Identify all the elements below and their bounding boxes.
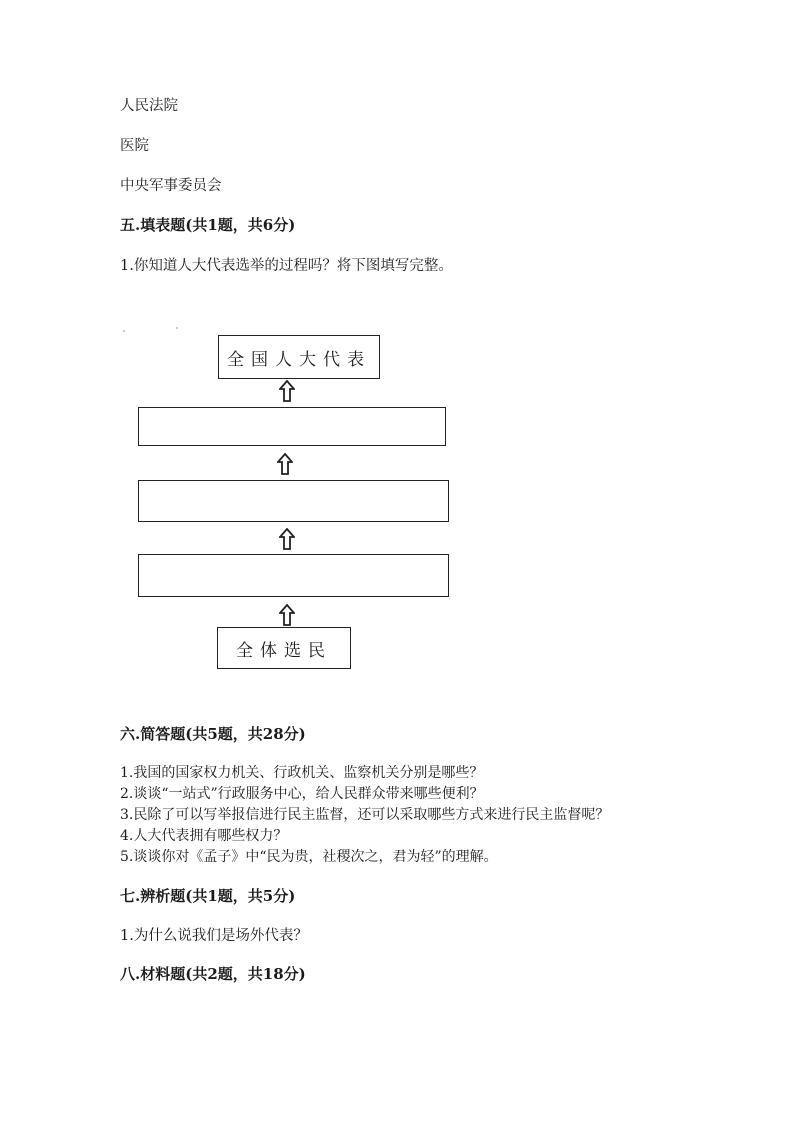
section-6-question-4: 4.人大代表拥有哪些权力？ bbox=[120, 828, 288, 844]
bottom-label-box: 全体选民 bbox=[217, 627, 351, 669]
section-6-question-1: 1.我国的国家权力机关、行政机关、监察机关分别是哪些？ bbox=[120, 765, 484, 781]
section-6-question-2: 2.谈谈“一站式”行政服务中心，给人民群众带来哪些便利？ bbox=[120, 786, 484, 802]
section-6-question-3: 3.民除了可以写举报信进行民主监督，还可以采取哪些方式来进行民主监督呢？ bbox=[120, 807, 610, 823]
section-8-heading: 八.材料题(共2题，共18分) bbox=[120, 965, 306, 983]
top-label-box: 全国人大代表 bbox=[218, 335, 380, 379]
blank-box-3[interactable] bbox=[138, 554, 449, 597]
section-7-question: 1.为什么说我们是场外代表？ bbox=[120, 928, 308, 944]
up-arrow-icon bbox=[279, 380, 295, 402]
section-7-heading: 七.辨析题(共1题，共5分) bbox=[120, 887, 296, 905]
up-arrow-icon bbox=[279, 528, 295, 550]
section-6-question-5: 5.谈谈你对《孟子》中“民为贵，社稷次之，君为轻”的理解。 bbox=[120, 849, 498, 865]
section-5-heading: 五.填表题(共1题，共6分) bbox=[120, 216, 296, 234]
option-line-3: 中央军事委员会 bbox=[120, 178, 222, 194]
option-line-1: 人民法院 bbox=[120, 98, 178, 114]
blank-box-1[interactable] bbox=[138, 407, 446, 446]
blank-box-2[interactable] bbox=[138, 480, 449, 522]
section-5-question: 1.你知道人大代表选举的过程吗？将下图填写完整。 bbox=[120, 258, 453, 274]
up-arrow-icon bbox=[279, 604, 295, 626]
section-6-heading: 六.简答题(共5题，共28分) bbox=[120, 725, 306, 743]
up-arrow-icon bbox=[277, 453, 293, 475]
option-line-2: 医院 bbox=[120, 138, 149, 154]
